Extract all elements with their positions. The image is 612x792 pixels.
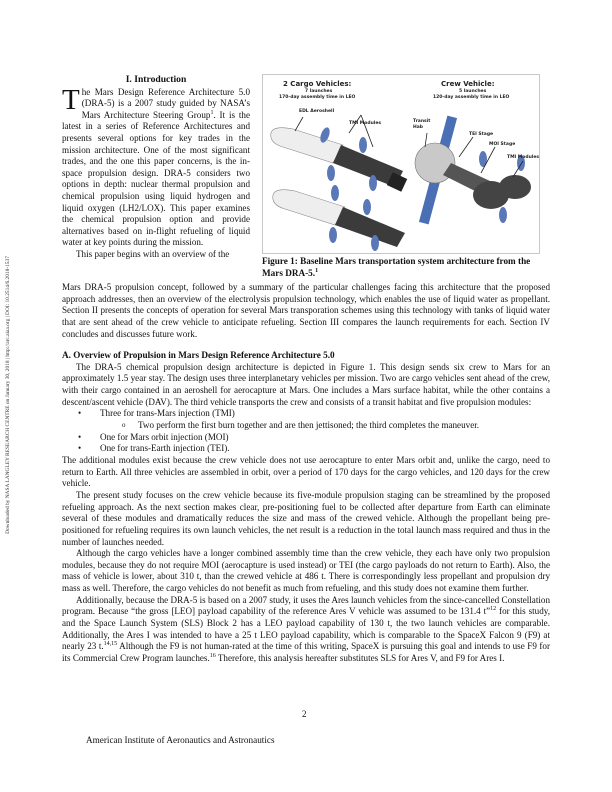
propulsion-module-list-cont bbox=[62, 432, 550, 455]
label-tei-stage: TEI Stage bbox=[469, 132, 494, 137]
intro-paragraph-2: Mars DRA-5 propulsion concept, followed by a summary of the particular challenges facing this architecture that the proposed approach addresses, then an overview of the electrolysis propulsion technology, which enables the use of liquid water as propellant. Section II presents the concepts of operation for several Mars transporation schemes using this technology with tanks of liquid water that are sent ahead of the crew vehicle to anticipate refueling. Section III compares the launch requirements for each. Section IV concludes and discusses future work. bbox=[62, 282, 550, 339]
paragraph: The DRA-5 chemical propulsion design architecture is depicted in Figure 1. This design sends six crew to Mars for an approximately 1.5 year stay. The design uses three interplanetary vehicles per mission. Two are cargo vehicles sent ahead of the crew, with their cargo contained in an aeroshell for aerocapture at Mars. One includes a Mars surface habitat, while the other contains a descent/ascent vehicle (DAV). The third vehicle transports the crew and consists of a transit habitat and five propulsion modules: bbox=[62, 361, 550, 407]
list-item: • Three for trans-Mars injection (TMI) bbox=[100, 408, 550, 420]
crew-assembly: 120-day assembly time in LEO bbox=[433, 95, 510, 100]
crew-title: Crew Vehicle: bbox=[441, 80, 495, 88]
figure-caption: Figure 1: Baseline Mars transportation system architecture from the Mars DRA-5.$^1$ bbox=[262, 256, 531, 278]
cargo-title: 2 Cargo Vehicles: bbox=[283, 80, 352, 88]
mars-vehicles-illustration-icon bbox=[263, 75, 539, 253]
subsection-heading: A. Overview of Propulsion in Mars Design Reference Architecture 5.0 bbox=[62, 350, 335, 360]
intro-paragraph: The Mars Design Reference Architecture 5.0 (DRA-5) is a 2007 study guided by NASA’s Mars Architecture Steering Group$^1$. It is the latest in a series of Reference Architectures and presents several options for key trades in the mission architecture. One of the most significant trades, and the one this paper concerns, is the in-space propulsion design. DRA-5 considers two options in depth: nuclear thermal propulsion and chemical propulsion using liquid hydrogen and liquid oxygen (LH2/LOX). This paper examines the chemical propulsion option and provide alternatives based on in-flight refueling of liquid water at key points during the mission. bbox=[62, 83, 250, 248]
label-tmi-modules-cargo: TMI Modules bbox=[349, 121, 382, 126]
label-transit-hab-1: Transit bbox=[413, 119, 431, 124]
page-number: 2 bbox=[302, 709, 307, 719]
sub-list-item: o Two perform the first burn together and are then jettisoned; the third completes the maneuver. bbox=[138, 420, 550, 432]
intro-paragraph-2-start: This paper begins with an overview of the bbox=[76, 248, 230, 259]
label-moi-stage: MOI Stage bbox=[489, 142, 516, 147]
drop-cap: T bbox=[62, 83, 80, 116]
cargo-assembly: 170-day assembly time in LEO bbox=[279, 95, 356, 100]
label-transit-hab-2: Hab bbox=[413, 125, 424, 130]
sub-list bbox=[62, 420, 550, 432]
cargo-vehicle-2 bbox=[273, 185, 405, 251]
paragraph: Although the cargo vehicles have a longer combined assembly time than the crew vehicle, they each have only two propulsion modules, because they do not require MOI (aerocapture is used instead) or TEI (the cargo payloads do not return to Earth). Also, the mass of vehicle is lower, about 310 t, than the crewed vehicle at 486 t. There is correspondingly less propellant and propulsion dry mass as well. Therefore, the cargo vehicles do not benefit as much from refueling, and this study does not examine them further. bbox=[62, 548, 550, 594]
label-tmi-modules-crew: TMI Modules bbox=[507, 155, 540, 160]
introduction-column bbox=[62, 74, 250, 261]
citation: 1 bbox=[210, 109, 214, 116]
section-heading: I. Introduction bbox=[125, 74, 187, 85]
cargo-launches: 7 launches bbox=[305, 89, 333, 94]
figure-1 bbox=[262, 74, 540, 254]
subsection-a bbox=[62, 350, 550, 665]
page-footer: American Institute of Aeronautics and Astronautics bbox=[86, 735, 275, 745]
label-edl-aeroshell: EDL Aeroshell bbox=[299, 109, 335, 114]
cargo-vehicle-1 bbox=[271, 126, 407, 192]
download-watermark-text: Downloaded by NASA LANGLEY RESEARCH CENTRE on January 30, 2018 | http://arc.aiaa.org | DOI: 10.2514/6.2018-1537 bbox=[5, 256, 11, 534]
download-watermark bbox=[2, 180, 14, 610]
propulsion-module-list bbox=[62, 408, 550, 420]
paragraph: Additionally, because the DRA-5 is based on a 2007 study, it uses the Ares launch vehicles from the since-cancelled Constellation program. Because “the gross [LEO] payload capability of the reference Ares V vehicle was assumed to be 131.4 t”$^{12}$ for this study, and the Space Launch System (SLS) Block 2 has a LEO payload capability of 130 t, the two launch vehicles are comparable. Additionally, the Ares I was intended to have a 25 t LEO payload capability, which is comparable to the SpaceX Falcon 9 (F9) at nearly 23 t.$^{14,15}$ Although the F9 is not human-rated at the time of this writing, SpaceX is pursuing this goal and intends to use F9 for its Commercial Crew Program launches.$^{16}$ Therefore, this analysis hereafter substitutes SLS for Ares V, and F9 for Ares I. bbox=[62, 594, 550, 664]
list-item: • One for trans-Earth injection (TEI). bbox=[100, 443, 550, 455]
list-item: • One for Mars orbit injection (MOI) bbox=[100, 432, 550, 444]
paragraph: The present study focuses on the crew vehicle because its five-module propulsion staging can be streamlined by the proposed refueling approach. As the next section makes clear, pre-positioning fuel to be collected after departure from Earth can eliminate several of these modules and dramatically reduces the size and mass of the crewed vehicle. Although the propellant being pre-positioned for refueling requires its own launch vehicles, the net result is a reduction in the total launch mass required and thus in the number of launches needed. bbox=[62, 489, 550, 547]
crew-launches: 5 launches bbox=[459, 89, 487, 94]
paragraph: The additional modules exist because the crew vehicle does not use aerocapture to enter Mars orbit and, unlike the cargo, need to return to Earth. All three vehicles are assembled in orbit, over a period of 170 days for the cargo vehicles, and 120 days for the crew vehicle. bbox=[62, 454, 550, 489]
